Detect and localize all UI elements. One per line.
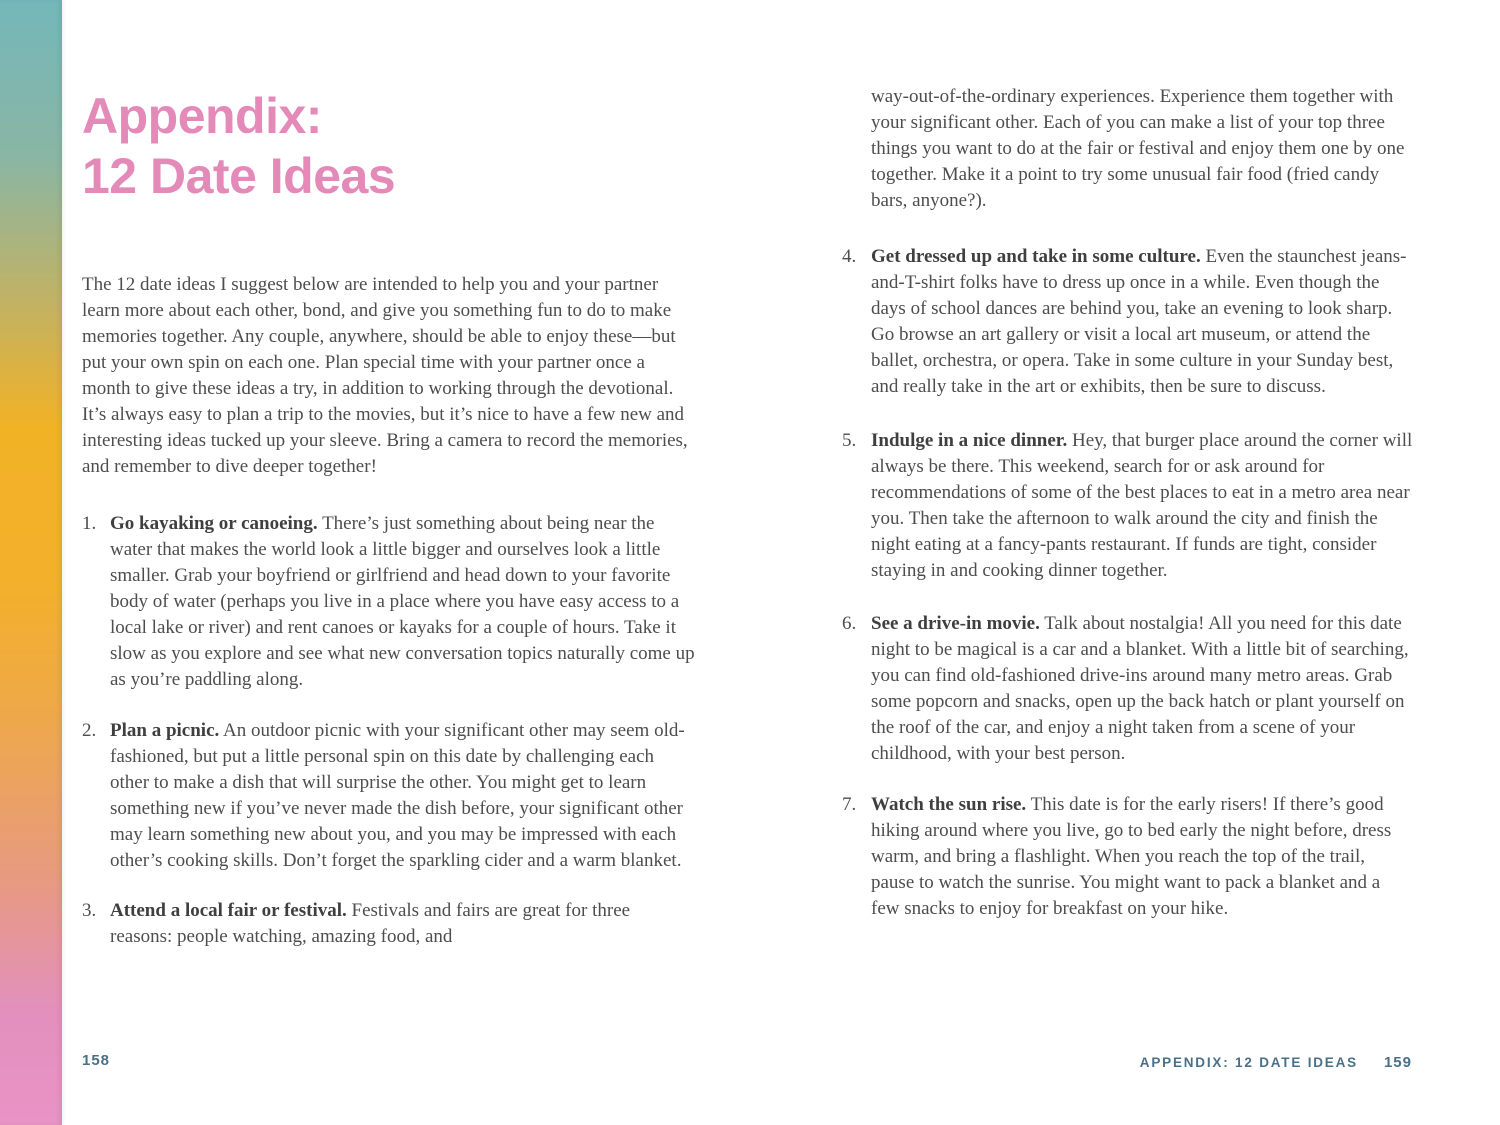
item-3-continuation-paragraph: way-out-of-the-ordinary experiences. Experience them together with your significant other. Each of you can make a list of your top three things you want to do at the fair or festival and enjoy them one by one together. Make it a point to try some unusual fair food (fried candy bars, anyone?). [871, 86, 1405, 211]
item-text [871, 244, 1413, 400]
item-number: 7. [842, 794, 857, 815]
item-text [871, 428, 1413, 584]
item-body: Hey, that burger place around the corner will always be there. This weekend, search for or ask around for recommendations of some of the best places to eat in a metro area near you. Then take the afternoon to walk around the city and finish the night eating at a fancy-pants restaurant. If funds are tight, consider staying in and cooking dinner together. [871, 430, 1413, 581]
right-page-footer [1140, 1054, 1412, 1071]
date-idea-item-3 [82, 898, 696, 950]
item-number: 5. [842, 430, 857, 451]
item-body: This date is for the early risers! If there’s good hiking around where you live, go to bed early the night before, dress warm, and bring a flashlight. When you reach the top of the trail, pause to watch the sunrise. You might want to pack a blanket and a few snacks to enjoy for breakfast on your hike. [871, 794, 1392, 919]
item-body: Festivals and fairs are great for three reasons: people watching, amazing food, and [110, 900, 631, 947]
item-text [110, 718, 696, 874]
title-line-2: 12 Date Ideas [82, 148, 396, 204]
running-footer-label: APPENDIX: 12 DATE IDEAS [1139, 1055, 1358, 1070]
item-lead: Go kayaking or canoeing. [110, 513, 318, 534]
date-idea-item-1 [82, 511, 696, 693]
right-page-number: 159 [1383, 1054, 1412, 1071]
item-text [110, 511, 696, 693]
item-lead: Attend a local fair or festival. [110, 900, 347, 921]
item-body: Even the staunchest jeans-and-T-shirt folks have to dress up once in a while. Even though the days of school dances are behind you, take an evening to look sharp. Go browse an art gallery or visit a local art museum, or attend the ballet, orchestra, or opera. Take in some culture in your Sunday best, and really take in the art or exhibits, then be sure to discuss. [871, 246, 1407, 397]
gradient-edge-strip [0, 0, 62, 1125]
item-number: 6. [842, 613, 857, 634]
left-page [82, 0, 696, 950]
item-lead: Indulge in a nice dinner. [871, 430, 1068, 451]
page-title [82, 86, 696, 206]
item-lead: Get dressed up and take in some culture. [871, 246, 1201, 267]
date-idea-item-6 [842, 611, 1413, 767]
right-page [842, 0, 1413, 922]
item-lead: Watch the sun rise. [871, 794, 1027, 815]
item-body: Talk about nostalgia! All you need for this date night to be magical is a car and a blanket. With a little bit of searching, you can find old-fashioned drive-ins around many metro areas. Grab some popcorn and snacks, open up the back hatch or plant yourself on the roof of the car, and enjoy a night taken from a scene of your childhood, with your best person. [871, 613, 1409, 764]
item-lead: See a drive-in movie. [871, 613, 1040, 634]
item-number: 2. [82, 720, 97, 741]
intro-paragraph: The 12 date ideas I suggest below are intended to help you and your partner learn more about each other, bond, and give you something fun to do to make memories together. Any couple, anywhere, should be able to enjoy these—but put your own spin on each one. Plan special time with your partner once a month to give these ideas a try, in addition to working through the devotional. It’s always easy to plan a trip to the movies, but it’s nice to have a few new and interesting ideas tucked up your sleeve. Bring a camera to record the memories, and remember to dive deeper together! [82, 274, 688, 477]
date-idea-item-5 [842, 428, 1413, 584]
item-number: 1. [82, 513, 97, 534]
item-number: 3. [82, 900, 97, 921]
item-number: 4. [842, 246, 857, 267]
date-idea-item-2 [82, 718, 696, 874]
item-text [871, 611, 1413, 767]
item-body: An outdoor picnic with your significant other may seem old-fashioned, but put a little personal spin on this date by challenging each other to make a dish that will surprise the other. You might get to learn something new if you’ve never made the dish before, your significant other may learn something new about you, and you may be impressed with each other’s cooking skills. Don’t forget the sparkling cider and a warm blanket. [110, 720, 685, 871]
left-page-number: 158 [82, 1052, 111, 1069]
item-text [110, 898, 696, 950]
item-text [871, 792, 1413, 922]
date-idea-item-7 [842, 792, 1413, 922]
item-lead: Plan a picnic. [110, 720, 220, 741]
item-body: There’s just something about being near the water that makes the world look a little bigger and ourselves look a little smaller. Grab your boyfriend or girlfriend and head down to your favorite body of water (perhaps you live in a place where you have easy access to a local lake or river) and rent canoes or kayaks for a couple of hours. Take it slow as you explore and see what new conversation topics naturally come up as you’re paddling along. [110, 513, 695, 690]
title-line-1: Appendix: [82, 88, 322, 144]
date-idea-item-4 [842, 244, 1413, 400]
